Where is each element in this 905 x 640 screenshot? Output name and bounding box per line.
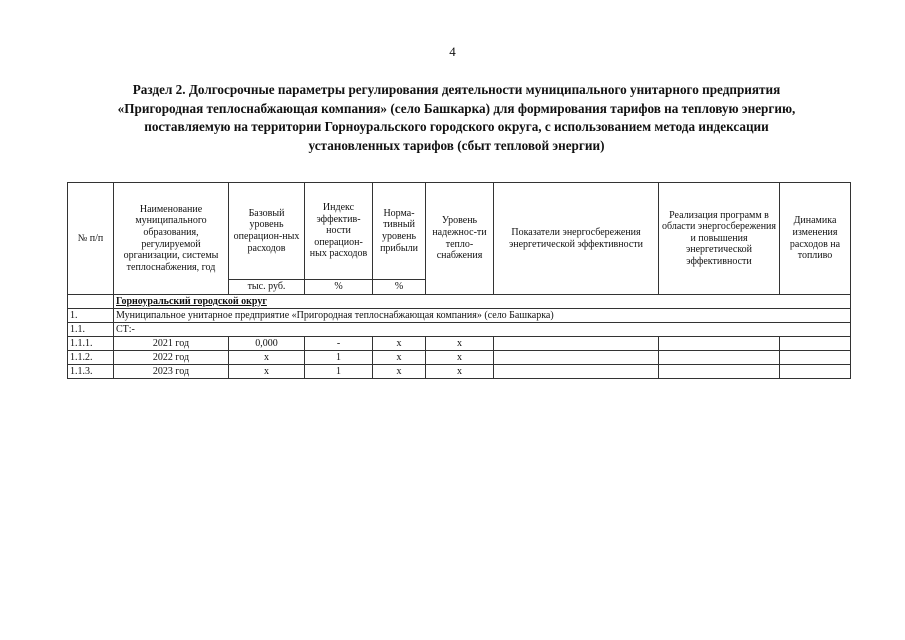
row-programs [659,351,780,365]
header-norm: Норма-тивный уровень прибыли [373,183,426,280]
row-norm: x [373,351,426,365]
row-reliability: x [426,351,494,365]
row-index: - [305,337,373,351]
row-base: x [229,365,305,379]
row-year: 2022 год [114,351,229,365]
title-line-2: «Пригородная теплоснабжающая компания» (село Башкарка) для формирования тарифов на тепловую энергию, [117,100,796,116]
table-row-year [68,351,851,365]
header-name: Наименование муниципального образования, регулируемой организации, системы теплоснабжения, год [114,183,229,295]
row-energy [494,337,659,351]
row-reliability: x [426,337,494,351]
row-num: 1.1.3. [68,365,114,379]
row-text: Муниципальное унитарное предприятие «Пригородная теплоснабжающая компания» (село Башкарка) [114,309,851,323]
header-base: Базовый уровень операцион-ных расходов [229,183,305,280]
row-programs [659,337,780,351]
row-index: 1 [305,365,373,379]
row-num: 1.1.1. [68,337,114,351]
table-row [68,309,851,323]
unit-base: тыс. руб. [229,280,305,295]
header-index: Индекс эффектив-ности операцион-ных расходов [305,183,373,280]
title-line-3: поставляемую на территории Горноуральского городского округа, с использованием метода индексации [144,119,769,134]
row-energy [494,351,659,365]
row-fuel [780,351,851,365]
title-line-1: Раздел 2. Долгосрочные параметры регулирования деятельности муниципального унитарного предприятия [132,82,781,97]
table-row-year [68,365,851,379]
header-row [68,183,851,280]
parameters-table [67,182,851,379]
row-num: 1. [68,309,114,323]
unit-norm: % [373,280,426,295]
row-num: 1.1. [68,323,114,337]
row-fuel [780,365,851,379]
row-base: 0,000 [229,337,305,351]
header-energy: Показатели энергосбережения энергетической эффективности [494,183,659,295]
row-norm: x [373,365,426,379]
section-row [68,295,851,309]
title-line-4: установленных тарифов (сбыт тепловой энергии) [308,137,605,153]
header-programs: Реализация программ в области энергосбережения и повышения энергетической эффективности [659,183,780,295]
row-num: 1.1.2. [68,351,114,365]
table-row [68,323,851,337]
header-fuel: Динамика изменения расходов на топливо [780,183,851,295]
row-year: 2023 год [114,365,229,379]
unit-index: % [305,280,373,295]
row-year: 2021 год [114,337,229,351]
row-index: 1 [305,351,373,365]
section-title: Горноуральский городской округ [114,295,851,309]
header-num: № п/п [68,183,114,295]
row-programs [659,365,780,379]
row-energy [494,365,659,379]
document-title [60,81,853,155]
section-num-cell [68,295,114,309]
row-norm: x [373,337,426,351]
page-number: 4 [449,44,456,59]
row-reliability: x [426,365,494,379]
row-base: x [229,351,305,365]
table-row-year [68,337,851,351]
header-reliability: Уровень надежнос-ти тепло-снабжения [426,183,494,295]
row-fuel [780,337,851,351]
row-text: СТ:- [114,323,851,337]
